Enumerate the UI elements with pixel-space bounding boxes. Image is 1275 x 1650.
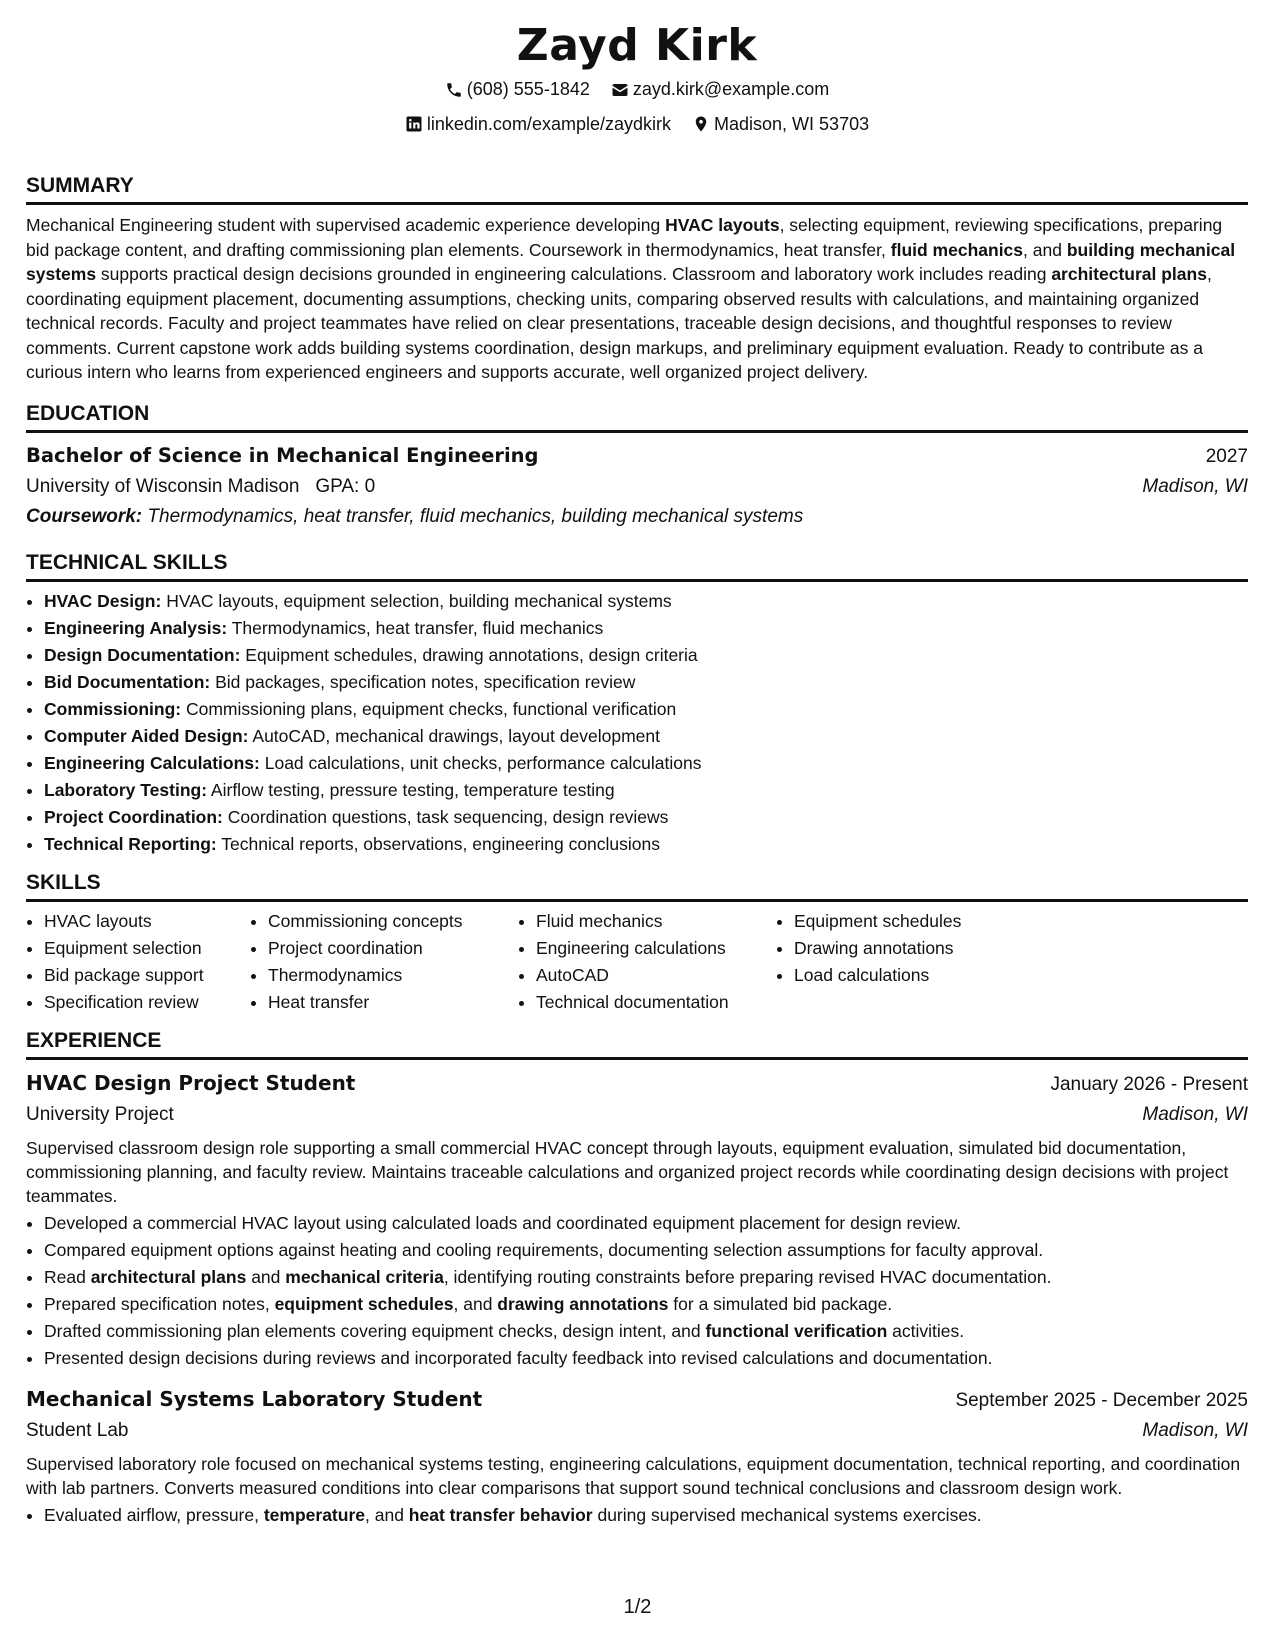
graduation-year: 2027 (1205, 445, 1248, 467)
technical-skill-item (44, 696, 1248, 723)
text-run: , identifying routing constraints before preparing revised HVAC documentation. (443, 1266, 1052, 1287)
text-run: Developed a commercial HVAC layout using calculated loads and coordinated equipment placement for design review. (44, 1212, 961, 1233)
bold-keyword: mechanical criteria (285, 1266, 444, 1287)
page-number: 1/2 (623, 1596, 652, 1618)
achievement-bullet (44, 1318, 1248, 1345)
skill-category: Project Coordination: (44, 806, 223, 827)
location-contact (692, 109, 869, 140)
email-contact[interactable] (611, 74, 829, 105)
skill-category: Design Documentation: (44, 644, 241, 665)
bold-keyword: heat transfer behavior (408, 1504, 593, 1525)
skill-category: Technical Reporting: (44, 833, 217, 854)
role-bullets (26, 1210, 1248, 1372)
skill-details: Technical reports, observations, engineering conclusions (216, 833, 661, 854)
achievement-bullet (44, 1264, 1248, 1291)
gpa: GPA: 0 (315, 475, 376, 497)
contact-line-1 (26, 74, 1248, 109)
skill-details: Load calculations, unit checks, performance calculations (259, 752, 702, 773)
skill-item: • Equipment schedules (794, 908, 1034, 935)
achievement-bullet (44, 1345, 1248, 1372)
envelope-icon (611, 81, 629, 99)
skills-column (518, 908, 776, 1016)
skill-details: AutoCAD, mechanical drawings, layout development (248, 725, 660, 746)
technical-skill-item (44, 831, 1248, 858)
technical-skill-item (44, 669, 1248, 696)
role-description: Supervised classroom design role supporting a small commercial HVAC concept through layouts, equipment evaluation, simulated bid documentation, commissioning planning, and faculty review. Maintains traceable calculations and organized project records while coordinating design decisions with project teammates. (26, 1137, 1229, 1206)
coursework (26, 502, 1248, 532)
technical-skill-item (44, 615, 1248, 642)
role-dates: January 2026 - Present (1050, 1073, 1248, 1095)
education-entry (26, 441, 1248, 532)
text-run: during supervised mechanical systems exercises. (592, 1504, 982, 1525)
skill-item: • Load calculations (794, 962, 1034, 989)
skill-item: • Commissioning concepts (268, 908, 518, 935)
organization: University Project (26, 1103, 174, 1125)
resume-page (26, 18, 1248, 1529)
skill-item: • AutoCAD (536, 962, 776, 989)
text-run: Presented design decisions during reviews and incorporated faculty feedback into revised calculations and documentation. (44, 1347, 993, 1368)
text-run: activities. (887, 1320, 965, 1341)
linkedin-icon (405, 115, 423, 133)
skill-item: • Project coordination (268, 935, 518, 962)
role-row (26, 1384, 1248, 1416)
degree-title: Bachelor of Science in Mechanical Engineering (26, 443, 539, 467)
role-row (26, 1068, 1248, 1100)
text-run: , and (1023, 239, 1067, 260)
email-text: zayd.kirk@example.com (632, 79, 830, 99)
linkedin-contact[interactable] (405, 109, 671, 140)
achievement-bullet (44, 1291, 1248, 1318)
role-location: Madison, WI (1142, 1419, 1248, 1441)
bold-keyword: HVAC layouts (665, 215, 780, 235)
skill-details: Commissioning plans, equipment checks, functional verification (181, 698, 677, 719)
bold-keyword: drawing annotations (497, 1293, 669, 1314)
skill-details: Airflow testing, pressure testing, temperature testing (207, 779, 615, 800)
text-run: , and (453, 1293, 498, 1314)
skill-item: • Fluid mechanics (536, 908, 776, 935)
skill-category: Computer Aided Design: (44, 725, 249, 746)
text-run: supports practical design decisions grounded in engineering calculations. Classroom and laboratory work includes reading (96, 264, 1052, 284)
skill-item: • Specification review (44, 989, 250, 1016)
skills-column (776, 908, 1034, 1016)
technical-skills-heading: TECHNICAL SKILLS (26, 550, 1248, 582)
skills-column (250, 908, 518, 1016)
role-dates: September 2025 - December 2025 (955, 1389, 1248, 1411)
skills-column (26, 908, 250, 1016)
skill-details: Coordination questions, task sequencing, design reviews (222, 806, 669, 827)
experience-entry (26, 1384, 1248, 1529)
text-run: Prepared specification notes, (44, 1293, 275, 1314)
skill-category: HVAC Design: (44, 590, 162, 611)
org-row (26, 1100, 1248, 1130)
degree-row (26, 441, 1248, 472)
text-run: Drafted commissioning plan elements covering equipment checks, design intent, and (44, 1320, 706, 1341)
technical-skill-item (44, 777, 1248, 804)
skill-item: • HVAC layouts (44, 908, 250, 935)
org-row (26, 1416, 1248, 1446)
skill-details: Equipment schedules, drawing annotations, design criteria (240, 644, 698, 665)
school-location: Madison, WI (1142, 475, 1248, 497)
role-bullets (26, 1502, 1248, 1529)
text-run: Evaluated airflow, pressure, (44, 1504, 264, 1525)
skills-grid (26, 908, 1248, 1016)
summary-heading: SUMMARY (26, 173, 1248, 205)
skill-item: • Drawing annotations (794, 935, 1034, 962)
experience-list (26, 1068, 1248, 1529)
skill-details: Thermodynamics, heat transfer, fluid mechanics (227, 617, 604, 638)
map-pin-icon (692, 115, 710, 133)
skill-item: • Equipment selection (44, 935, 250, 962)
achievement-bullet (44, 1237, 1248, 1264)
experience-heading: EXPERIENCE (26, 1028, 1248, 1060)
text-run: , selecting equipment, reviewing specifications, preparing bid package content, and drafting commissioning plan elements. Coursework in thermodynamics, heat transfer, (26, 215, 1223, 260)
skill-item: • Technical documentation (536, 989, 776, 1016)
coursework-list: Thermodynamics, heat transfer, fluid mechanics, building mechanical systems (147, 505, 804, 527)
achievement-bullet (44, 1210, 1248, 1237)
school-name: University of Wisconsin Madison (26, 475, 300, 497)
skill-item: • Bid package support (44, 962, 250, 989)
phone-contact (445, 74, 590, 105)
skill-category: Laboratory Testing: (44, 779, 208, 800)
text-run: Compared equipment options against heating and cooling requirements, documenting selection assumptions for faculty approval. (44, 1239, 1044, 1260)
school-info (26, 472, 375, 502)
education-heading: EDUCATION (26, 401, 1248, 433)
bold-keyword: architectural plans (90, 1266, 247, 1287)
location-text: Madison, WI 53703 (714, 113, 870, 134)
bold-keyword: equipment schedules (274, 1293, 454, 1314)
experience-entry (26, 1068, 1248, 1372)
technical-skills-list (26, 588, 1248, 858)
skill-category: Commissioning: (44, 698, 182, 719)
skill-category: Bid Documentation: (44, 671, 211, 692)
bold-keyword: functional verification (705, 1320, 888, 1341)
achievement-bullet (44, 1502, 1248, 1529)
technical-skill-item (44, 750, 1248, 777)
technical-skill-item (44, 588, 1248, 615)
role-title: Mechanical Systems Laboratory Student (26, 1386, 483, 1411)
role-description: Supervised laboratory role focused on mechanical systems testing, engineering calculations, equipment documentation, technical reporting, and coordination with lab partners. Converts measured conditions into clear comparisons that support sound technical conclusions and classroom design work. (26, 1453, 1241, 1498)
skill-item: • Thermodynamics (268, 962, 518, 989)
text-run: , coordinating equipment placement, documenting assumptions, checking units, comparing observed results with calculations, and maintaining organized technical records. Faculty and project teammates have relied on clear presentations, traceable design decisions, and thoughtful responses to review comments. Current capstone work adds building systems coordination, design markups, and preliminary equipment evaluation. Ready to contribute as a curious intern who learns from experienced engineers and supports accurate, well organized project delivery. (26, 264, 1212, 382)
bold-keyword: fluid mechanics (890, 239, 1024, 260)
text-run: Read (44, 1266, 91, 1287)
skills-heading: SKILLS (26, 870, 1248, 902)
phone-icon (445, 81, 463, 99)
role-location: Madison, WI (1142, 1103, 1248, 1125)
skill-category: Engineering Calculations: (44, 752, 260, 773)
bold-keyword: building mechanical systems (26, 239, 1236, 284)
contact-line-2 (26, 109, 1248, 144)
organization: Student Lab (26, 1419, 129, 1441)
phone-text: (608) 555-1842 (466, 79, 590, 99)
text-run: Mechanical Engineering student with supervised academic experience developing (26, 215, 666, 235)
linkedin-text: linkedin.com/example/zaydkirk (426, 113, 671, 134)
technical-skill-item (44, 804, 1248, 831)
school-row (26, 472, 1248, 502)
skill-item: • Heat transfer (268, 989, 518, 1016)
candidate-name: Zayd Kirk (516, 20, 758, 71)
skill-category: Engineering Analysis: (44, 617, 228, 638)
bold-keyword: architectural plans (1051, 264, 1207, 284)
technical-skill-item (44, 642, 1248, 669)
bold-keyword: temperature (263, 1504, 365, 1525)
coursework-label: Coursework: (26, 505, 143, 527)
summary-text (26, 213, 1248, 385)
text-run: , and (365, 1504, 409, 1525)
text-run: for a simulated bid package. (668, 1293, 893, 1314)
skill-details: Bid packages, specification notes, specification review (210, 671, 636, 692)
skill-details: HVAC layouts, equipment selection, building mechanical systems (161, 590, 672, 611)
role-title: HVAC Design Project Student (26, 1070, 356, 1095)
text-run: and (246, 1266, 286, 1287)
technical-skill-item (44, 723, 1248, 750)
skill-item: • Engineering calculations (536, 935, 776, 962)
